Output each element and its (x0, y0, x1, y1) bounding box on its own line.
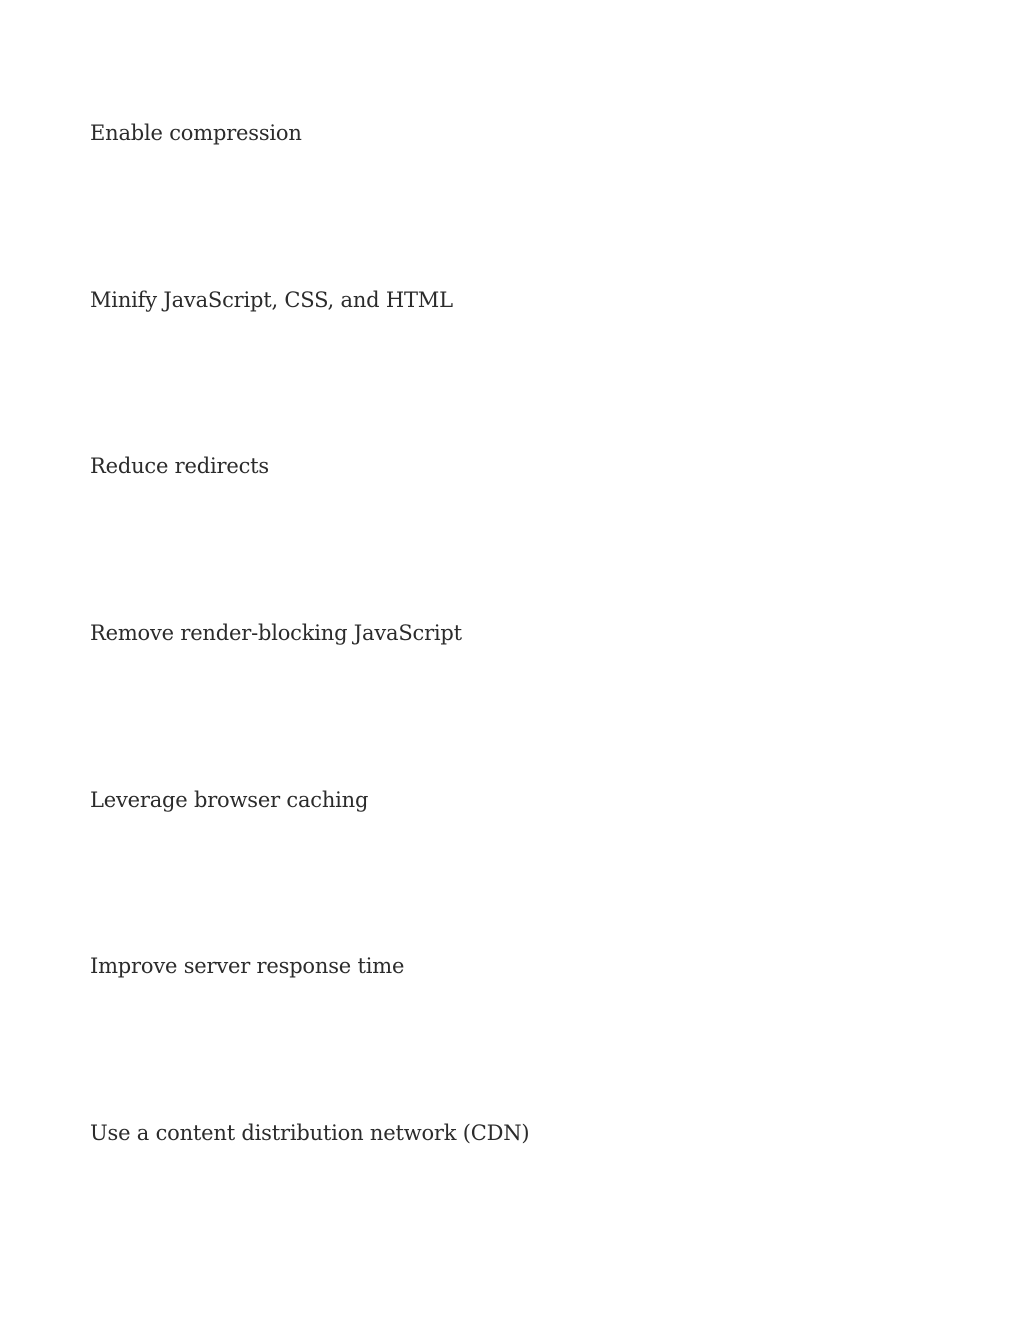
tip-server-response-time: Improve server response time (90, 954, 405, 979)
tip-remove-render-blocking-js: Remove render-blocking JavaScript (90, 621, 462, 646)
tip-minify-assets: Minify JavaScript, CSS, and HTML (90, 287, 453, 312)
speed-tips-list (90, 118, 529, 1285)
tip-browser-caching: Leverage browser caching (90, 787, 369, 812)
tip-enable-compression: Enable compression (90, 121, 302, 145)
tip-use-cdn: Use a content distribution network (CDN) (90, 1121, 530, 1146)
tip-reduce-redirects: Reduce redirects (90, 454, 269, 479)
